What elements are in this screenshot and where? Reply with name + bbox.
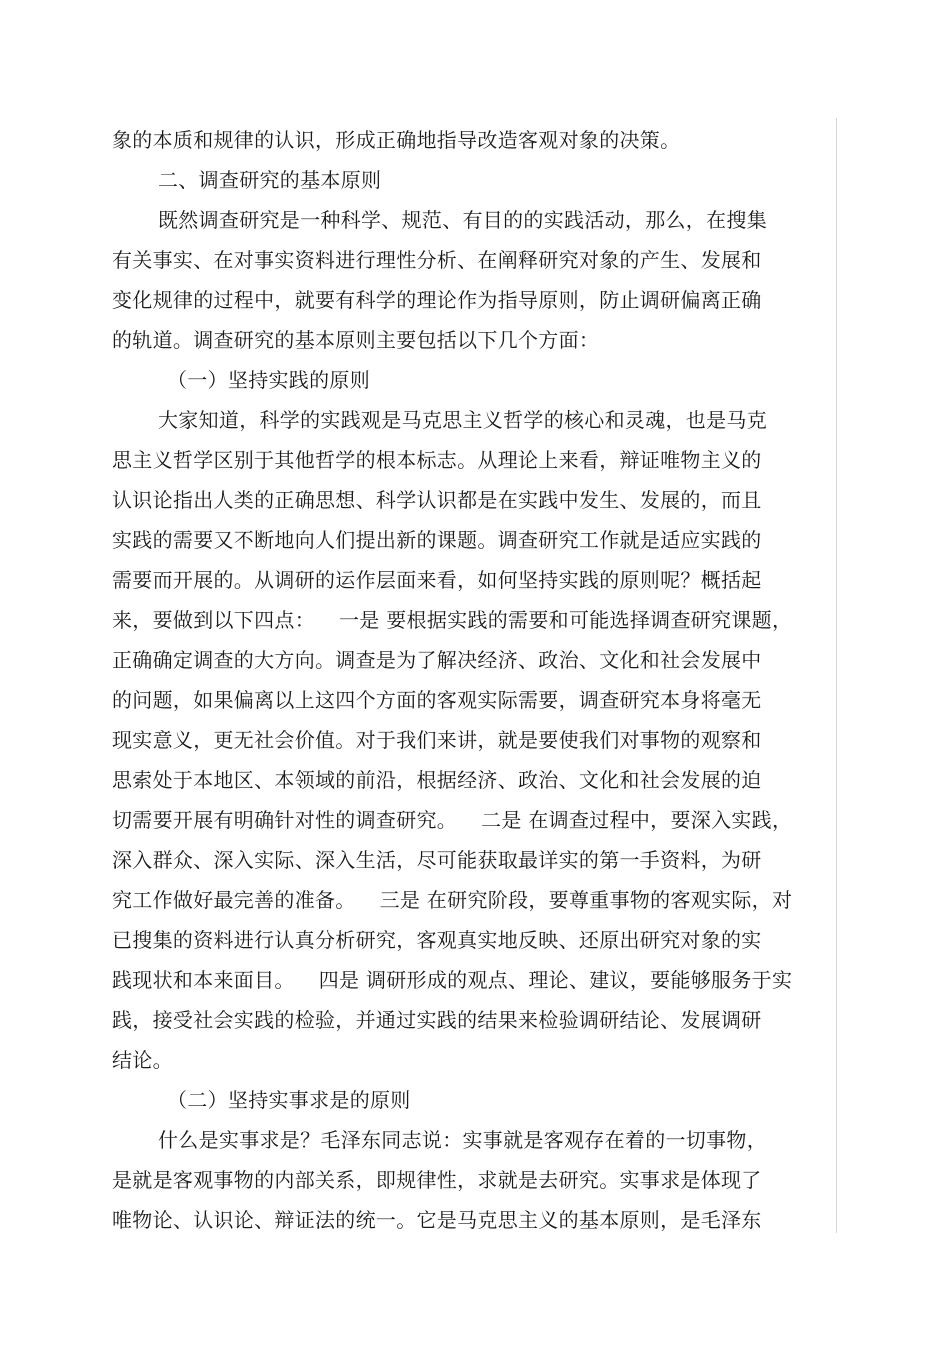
paragraph-line: 唯物论、认识论、辩证法的统一。它是马克思主义的基本原则，是毛泽东: [112, 1208, 762, 1232]
line-segment: 切需要开展有明确针对性的调查研究。: [112, 808, 458, 832]
paragraph-line: 什么是实事求是？毛泽东同志说：实事就是客观存在着的一切事物，: [158, 1128, 767, 1152]
paragraph-line: 认识论指出人类的正确思想、科学认识都是在实践中发生、发展的，而且: [112, 488, 762, 512]
subsection-heading: （二）坚持实事求是的原则: [167, 1088, 411, 1112]
line-segment: 来，要做到以下四点：: [112, 608, 315, 632]
paragraph-line: 的问题，如果偏离以上这四个方面的客观实际需要，调查研究本身将毫无: [112, 688, 762, 712]
paragraph-line: 深入群众、深入实际、深入生活，尽可能获取最详实的第一手资料，为研: [112, 848, 762, 872]
paragraph-line: [112, 800, 812, 840]
subsection-heading: （一）坚持实践的原则: [167, 368, 370, 392]
paragraph-line: 有关事实、在对事实资料进行理性分析、在阐释研究对象的产生、发展和: [112, 248, 762, 272]
paragraph-line: [112, 960, 812, 1000]
paragraph-line: 已搜集的资料进行认真分析研究，客观真实地反映、还原出研究对象的实: [112, 928, 762, 952]
paragraph-line: 实践的需要又不断地向人们提出新的课题。调查研究工作就是适应实践的: [112, 528, 762, 552]
paragraph-line: [112, 600, 812, 640]
paragraph-line: 正确确定调查的大方向。调查是为了解决经济、政治、文化和社会发展中: [112, 648, 762, 672]
paragraph-line: 既然调查研究是一种科学、规范、有目的的实践活动，那么，在搜集: [158, 208, 767, 232]
paragraph-line: [112, 880, 812, 920]
paragraph-line: 是就是客观事物的内部关系，即规律性，求就是去研究。实事求是体现了: [112, 1168, 762, 1192]
line-segment: 四是 调研形成的观点、理论、建议，要能够服务于实: [318, 968, 793, 992]
paragraph-line: 的轨道。调查研究的基本原则主要包括以下几个方面：: [112, 328, 600, 352]
line-segment: 一是 要根据实践的需要和可能选择调查研究课题，: [339, 608, 793, 632]
line-segment: 践现状和本来面目。: [112, 968, 295, 992]
paragraph-line: 思索处于本地区、本领域的前沿，根据经济、政治、文化和社会发展的迫: [112, 768, 762, 792]
document-body: [112, 120, 812, 1240]
paragraph-line: 现实意义，更无社会价值。对于我们来讲，就是要使我们对事物的观察和: [112, 728, 762, 752]
paragraph-line: 践，接受社会实践的检验，并通过实践的结果来检验调研结论、发展调研: [112, 1008, 762, 1032]
paragraph-line: 结论。: [112, 1048, 173, 1072]
paragraph-line: 大家知道，科学的实践观是马克思主义哲学的核心和灵魂，也是马克: [158, 408, 767, 432]
line-segment: 究工作做好最完善的准备。: [112, 888, 356, 912]
margin-rule: [836, 118, 837, 1233]
line-segment: 三是 在研究阶段，要尊重事物的客观实际，对: [379, 888, 793, 912]
paragraph-line: 变化规律的过程中，就要有科学的理论作为指导原则，防止调研偏离正确: [112, 288, 762, 312]
section-heading: 二、调查研究的基本原则: [158, 168, 382, 192]
line-segment: 二是 在调查过程中，要深入实践，: [481, 808, 793, 832]
paragraph-line: 思主义哲学区别于其他哲学的根本标志。从理论上来看，辩证唯物主义的: [112, 448, 762, 472]
paragraph-line: 象的本质和规律的认识，形成正确地指导改造客观对象的决策。: [112, 128, 681, 152]
paragraph-line: 需要而开展的。从调研的运作层面来看，如何坚持实践的原则呢？概括起: [112, 568, 762, 592]
